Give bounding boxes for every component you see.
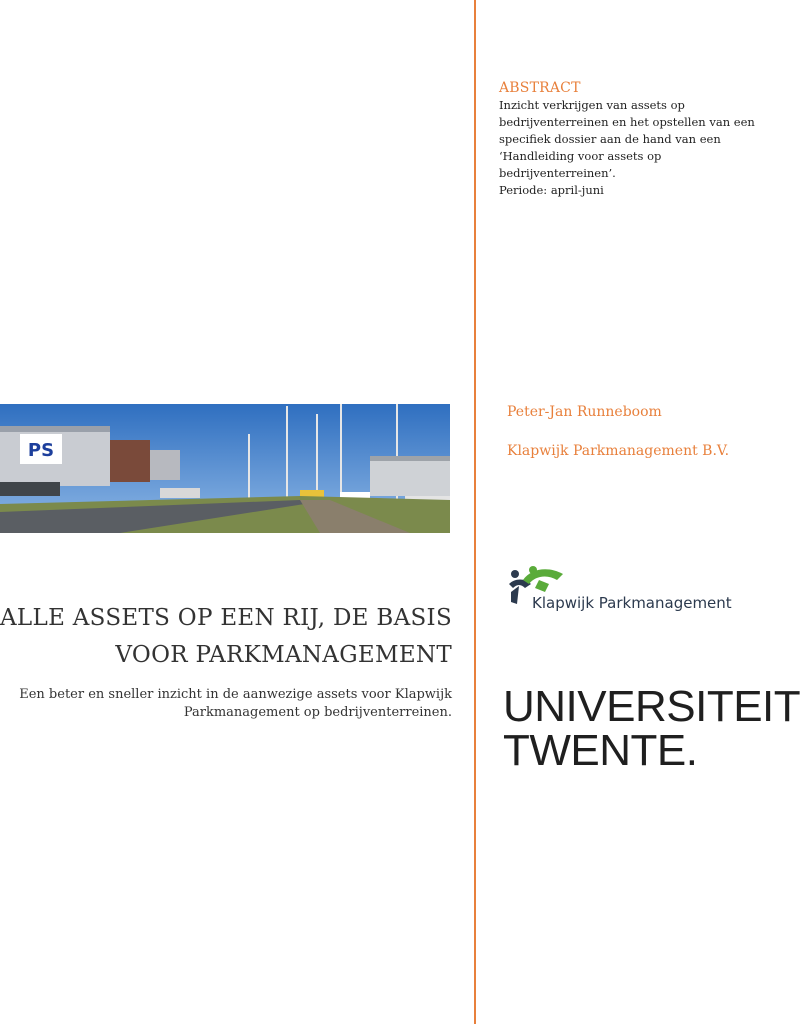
- cover-photo: [0, 404, 450, 533]
- abstract-line: ‘Handleiding voor assets op: [499, 149, 662, 163]
- orange-divider-line: [474, 0, 476, 1024]
- abstract-body: [499, 97, 764, 199]
- klapwijk-logo-icon: [505, 562, 755, 622]
- universiteit-twente-logo: [503, 682, 800, 775]
- photo-sign-text: PS: [27, 440, 55, 461]
- abstract-line: Inzicht verkrijgen van assets op: [499, 98, 685, 112]
- subtitle-line-1: Een beter en sneller inzicht in de aanwezige assets voor Klapwijk: [19, 687, 452, 702]
- page-title-line-1: ALLE ASSETS OP EEN RIJ, DE BASIS: [0, 605, 452, 631]
- company-name: Klapwijk Parkmanagement B.V.: [507, 443, 730, 459]
- subtitle-line-2: Parkmanagement op bedrijventerreinen.: [183, 705, 452, 720]
- author-name: Peter-Jan Runneboom: [507, 404, 662, 420]
- ut-logo-line-2: TWENTE.: [503, 726, 698, 775]
- abstract-line: Periode: april-juni: [499, 183, 604, 197]
- title-block: [0, 600, 452, 722]
- subtitle: [0, 686, 452, 722]
- abstract-line: bedrijventerreinen’.: [499, 166, 616, 180]
- abstract-line: bedrijventerreinen en het opstellen van een: [499, 115, 755, 129]
- page-title-line-2: VOOR PARKMANAGEMENT: [115, 642, 452, 668]
- abstract-line: specifiek dossier aan de hand van een: [499, 132, 721, 146]
- ut-logo-line-1: UNIVERSITEIT: [503, 682, 800, 731]
- abstract-section: [499, 80, 764, 199]
- klapwijk-logo-text: Klapwijk Parkmanagement: [532, 594, 732, 612]
- abstract-heading: ABSTRACT: [499, 80, 581, 96]
